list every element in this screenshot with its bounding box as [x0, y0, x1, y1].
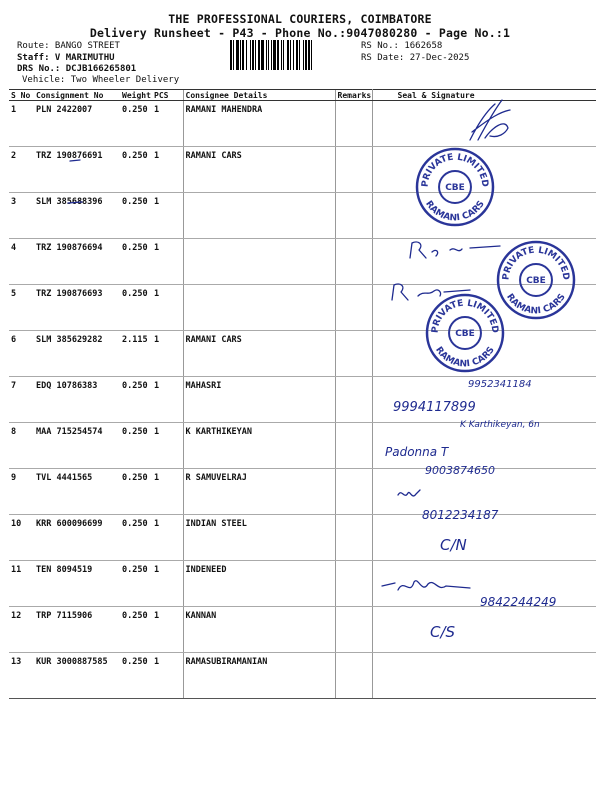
row-remarks: [335, 423, 372, 469]
row-seal: [372, 101, 596, 147]
row-weight: 0.250: [120, 147, 152, 193]
row-sno: 13: [9, 653, 34, 699]
row-consignee: MAHASRI: [183, 377, 335, 423]
row-weight: 2.115: [120, 331, 152, 377]
row-sno: 3: [9, 193, 34, 239]
table-row: [9, 193, 596, 239]
table-row: [9, 653, 596, 699]
handwriting-row13: C/S: [430, 623, 456, 641]
row-consignment: TEN 8094519: [34, 561, 120, 607]
row-remarks: [335, 193, 372, 239]
row-weight: 0.250: [120, 469, 152, 515]
header-pcs: PCS: [152, 90, 183, 101]
row-weight: 0.250: [120, 377, 152, 423]
route: Route: BANGO STREET: [17, 41, 120, 51]
row-pcs: 1: [152, 423, 183, 469]
row-weight: 0.250: [120, 193, 152, 239]
table-row: [9, 469, 596, 515]
row-weight: 0.250: [120, 515, 152, 561]
svg-text:CBE: CBE: [455, 329, 475, 339]
handwriting-row11: C/N: [440, 536, 467, 554]
row-sno: 1: [9, 101, 34, 147]
handwriting-row8-note: K Karthikeyan, 6n: [460, 420, 540, 430]
company-title: THE PROFESSIONAL COURIERS, COIMBATORE: [168, 12, 432, 26]
svg-text:CBE: CBE: [445, 183, 465, 193]
header-consignment: Consignment No: [34, 90, 120, 101]
row-remarks: [335, 377, 372, 423]
row-weight: 0.250: [120, 607, 152, 653]
row-consignment: TRZ 190876694: [34, 239, 120, 285]
row-consignment: KRR 600096699: [34, 515, 120, 561]
vehicle: Vehicle: Two Wheeler Delivery: [22, 75, 180, 85]
rs-date: RS Date: 27-Dec-2025: [361, 53, 470, 63]
row-consignment: PLN 2422007: [34, 101, 120, 147]
row-pcs: 1: [152, 239, 183, 285]
row-sno: 12: [9, 607, 34, 653]
row-pcs: 1: [152, 607, 183, 653]
row-consignee: [183, 193, 335, 239]
row-pcs: 1: [152, 653, 183, 699]
row-sno: 2: [9, 147, 34, 193]
svg-text:PRIVATE LIMITED: PRIVATE LIMITED: [501, 245, 571, 281]
row-remarks: [335, 607, 372, 653]
handwriting-row10-phone: 8012234187: [422, 508, 499, 522]
row-consignee: RAMASUBIRAMANIAN: [183, 653, 335, 699]
svg-text:CBE: CBE: [526, 276, 546, 286]
row-consignment: KUR 3000887585: [34, 653, 120, 699]
row-pcs: 1: [152, 331, 183, 377]
table-row: [9, 239, 596, 285]
row-sno: 8: [9, 423, 34, 469]
row-sno: 4: [9, 239, 34, 285]
drs-number: DRS No.: DCJB166265801: [17, 64, 137, 74]
table-row: [9, 561, 596, 607]
row-seal: [372, 193, 596, 239]
table-row: [9, 101, 596, 147]
row-consignee: INDENEED: [183, 561, 335, 607]
row-pcs: 1: [152, 147, 183, 193]
row-remarks: [335, 101, 372, 147]
svg-text:RAMANI CARS: RAMANI CARS: [433, 345, 497, 370]
handwriting-row9-phone: 9003874650: [425, 464, 495, 477]
svg-text:PRIVATE LIMITED: PRIVATE LIMITED: [430, 298, 500, 334]
row-remarks: [335, 561, 372, 607]
row-pcs: 1: [152, 377, 183, 423]
row-consignee: K KARTHIKEYAN: [183, 423, 335, 469]
row-sno: 9: [9, 469, 34, 515]
row-weight: 0.250: [120, 239, 152, 285]
table-row: [9, 331, 596, 377]
row-pcs: 1: [152, 101, 183, 147]
row-remarks: [335, 285, 372, 331]
header-weight: Weight: [122, 90, 151, 100]
row-consignee: [183, 285, 335, 331]
row-consignee: KANNAN: [183, 607, 335, 653]
row-remarks: [335, 239, 372, 285]
row-seal: [372, 423, 596, 469]
row-seal: [372, 469, 596, 515]
row-sno: 10: [9, 515, 34, 561]
row-pcs: 1: [152, 561, 183, 607]
handwriting-row12-phone: 9842244249: [480, 595, 557, 609]
handwriting-row9-name: Padonna T: [385, 445, 449, 459]
table-row: [9, 607, 596, 653]
table-row: [9, 285, 596, 331]
row-seal: [372, 515, 596, 561]
row-sno: 11: [9, 561, 34, 607]
row-consignee: R SAMUVELRAJ: [183, 469, 335, 515]
row-pcs: 1: [152, 469, 183, 515]
row-remarks: [335, 515, 372, 561]
staff: Staff: V MARIMUTHU: [17, 53, 115, 63]
row-seal: [372, 377, 596, 423]
runsheet-table: [9, 89, 596, 699]
row-consignee: RAMANI CARS: [183, 147, 335, 193]
row-seal: [372, 239, 596, 285]
row-consignment: SLM 385629282: [34, 331, 120, 377]
row-seal: [372, 561, 596, 607]
table-row: [9, 147, 596, 193]
row-seal: [372, 285, 596, 331]
row-remarks: [335, 469, 372, 515]
row-remarks: [335, 331, 372, 377]
svg-text:RAMANI CARS: RAMANI CARS: [423, 199, 487, 224]
row-weight: 0.250: [120, 423, 152, 469]
barcode: [230, 40, 357, 70]
handwriting-row7: 9952341184: [468, 379, 532, 390]
row-remarks: [335, 653, 372, 699]
row-consignment: EDQ 10786383: [34, 377, 120, 423]
row-consignment: SLM 385688396: [34, 193, 120, 239]
table-row: [9, 377, 596, 423]
row-sno: 6: [9, 331, 34, 377]
row-remarks: [335, 147, 372, 193]
rs-number: RS No.: 1662658: [361, 41, 443, 51]
header-seal: Seal & Signature: [372, 90, 596, 101]
svg-text:RAMANI CARS: RAMANI CARS: [504, 292, 568, 317]
row-consignment: TRZ 190876691: [34, 147, 120, 193]
row-consignment: TRZ 190876693: [34, 285, 120, 331]
row-seal: [372, 653, 596, 699]
table-row: [9, 515, 596, 561]
row-weight: 0.250: [120, 285, 152, 331]
row-sno: 7: [9, 377, 34, 423]
row-consignment: TRP 7115906: [34, 607, 120, 653]
table-header-row: [9, 90, 596, 101]
header-consignee: Consignee Details: [183, 90, 335, 101]
row-consignee: RAMANI CARS: [183, 331, 335, 377]
runsheet-subtitle: Delivery Runsheet - P43 - Phone No.:9047080280 - Page No.:1: [89, 26, 511, 40]
row-weight: 0.250: [120, 653, 152, 699]
row-pcs: 1: [152, 193, 183, 239]
row-consignee: INDIAN STEEL: [183, 515, 335, 561]
table-row: [9, 423, 596, 469]
row-pcs: 1: [152, 515, 183, 561]
row-seal: [372, 331, 596, 377]
svg-text:PRIVATE LIMITED: PRIVATE LIMITED: [420, 152, 490, 188]
row-weight: 0.250: [120, 101, 152, 147]
row-sno: 5: [9, 285, 34, 331]
row-consignment: MAA 715254574: [34, 423, 120, 469]
handwriting-row8-phone: 9994117899: [393, 400, 476, 415]
row-consignee: [183, 239, 335, 285]
row-pcs: 1: [152, 285, 183, 331]
row-seal: [372, 607, 596, 653]
header-remarks: Remarks: [335, 90, 372, 101]
header-sno: S No: [9, 90, 34, 101]
row-consignee: RAMANI MAHENDRA: [183, 101, 335, 147]
row-consignment: TVL 4441565: [34, 469, 120, 515]
row-weight: 0.250: [120, 561, 152, 607]
row-seal: [372, 147, 596, 193]
